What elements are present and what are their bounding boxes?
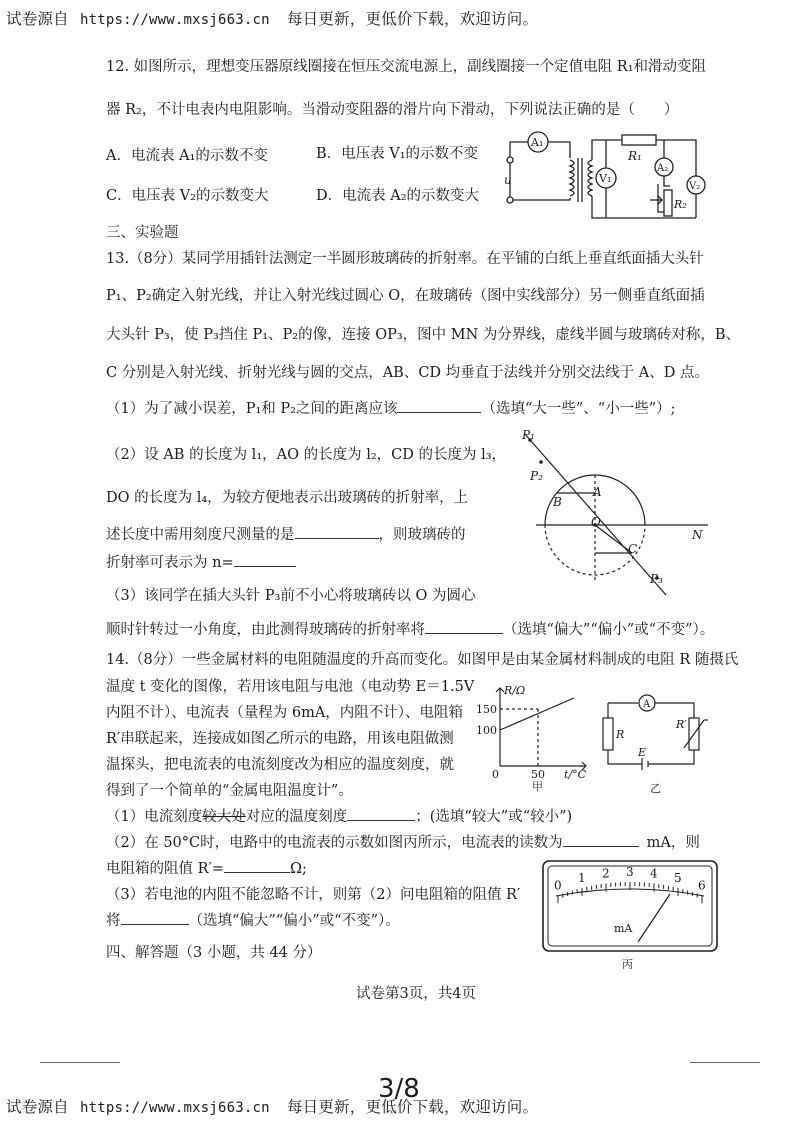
q13-label-o: O: [591, 515, 601, 529]
q14-part2-unit: mA，则: [646, 835, 700, 851]
q14-circuit-caption: 乙: [650, 782, 661, 795]
meter-caption: 丙: [622, 958, 633, 971]
header-bar: [6, 12, 538, 28]
q14-part1-choice: ；(选填“较大”或“较小”): [415, 809, 573, 825]
q12-option-b: B．电压表 V₁的示数不变: [316, 146, 479, 162]
q12-line2: 器 R₂，不计电表内电阻影响。当滑动变阻器的滑片向下滑动，下列说法正确的是（ ）: [106, 102, 679, 118]
q14-graph-xlabel: t/°C: [564, 768, 587, 781]
footer-rule-right: [690, 1062, 760, 1063]
q12-label-r1: R₁: [628, 149, 642, 163]
q12-label-a1: A₁: [531, 136, 544, 149]
q13-part2-blank-lengths[interactable]: [295, 538, 379, 539]
q14-circuit-yi: [598, 688, 714, 796]
q12-label-u: u: [504, 173, 512, 187]
meter-tick-label: 5: [674, 870, 682, 885]
q14-graph-ylabel: R/Ω: [504, 684, 526, 697]
q13-label-p1: P₁: [522, 428, 535, 442]
q12-label-a2: A₂: [657, 163, 669, 174]
q12-label-v2: V₂: [689, 181, 701, 192]
q14-graph-y150: 150: [476, 703, 497, 716]
q13-part3-text: 顺时针转过一小角度，由此测得玻璃砖的折射率将: [106, 622, 425, 638]
q14-part1-blank[interactable]: [347, 820, 415, 821]
q14-line1: 14.（8分）一些金属材料的电阻随温度的升高而变化。如图甲是由某金属材料制成的电阻 R 随摄氏: [106, 652, 739, 668]
r-vs-t-line: [500, 698, 574, 730]
q14-part2-rprime-text: 电阻箱的阻值 R′=: [106, 861, 224, 877]
q13-label-a: A: [593, 485, 602, 499]
q13-part2-line3: [106, 528, 466, 543]
q12-label-v1: V₁: [599, 172, 612, 185]
q13-refraction-figure: [496, 425, 726, 605]
footer-bar: [6, 1100, 538, 1116]
q14-circuit-e: E: [638, 746, 647, 759]
meter-tick-label: 1: [578, 870, 586, 885]
q12-line1: 12. 如图所示，理想变压器原线圈接在恒压交流电源上，副线圈接一个定值电阻 R₁和滑动变阻: [106, 59, 707, 75]
q14-part1: [106, 810, 572, 825]
q14-part3-line2: [106, 914, 400, 929]
meter-tick-label: 4: [650, 866, 658, 881]
header-url[interactable]: https://www.mxsj663.cn: [79, 12, 270, 28]
q13-line1: 13.（8分）某同学用插针法测定一半圆形玻璃砖的折射率。在平铺的白纸上垂直纸面插大头针: [106, 251, 704, 267]
q14-meter-bing: [542, 860, 720, 970]
q12-circuit-figure: [500, 130, 720, 230]
q13-part2-text2: ，则玻璃砖的: [378, 527, 466, 543]
q14-line6: 得到了一个简单的“金属电阻温度计”。: [106, 783, 353, 799]
q13-part3-line1: （3）该同学在插大头针 P₃前不小心将玻璃砖以 O 为圆心: [106, 588, 476, 604]
q14-line3: 内阻不计）、电流表（量程为 6mA，内阻不计）、电阻箱: [106, 705, 464, 721]
q14-part2-blank-current[interactable]: [563, 846, 639, 847]
footer-url[interactable]: https://www.mxsj663.cn: [79, 1100, 270, 1116]
q14-part3-line1: （3）若电池的内阻不能忽略不计，则第（2）问电阻箱的阻值 R′: [106, 887, 521, 903]
q14-line2: 温度 t 变化的图像，若用该电阻与电池（电动势 E＝1.5V: [106, 679, 475, 695]
q14-part2-line2: [106, 862, 307, 877]
q13-line4: C 分别是入射光线、折射光线与圆的交点，AB、CD 均垂直于法线并分别交法线于 A、D 点。: [106, 365, 709, 381]
q14-part1-struck-text: 较大处: [202, 809, 246, 825]
q13-part1-choice: （选填“大一些”、“小一些”）;: [481, 401, 676, 417]
page-number-text: 试卷第3页，共4页: [356, 986, 476, 1002]
q13-part2-text: 述长度中需用刻度尺测量的是: [106, 527, 295, 543]
meter-needle: [638, 894, 670, 942]
q14-graph-y100: 100: [476, 724, 497, 737]
q13-label-c: C: [628, 542, 638, 556]
q14-part3-text: 将: [106, 913, 121, 929]
header-slogan: 每日更新，更低价下载，欢迎访问。: [286, 10, 539, 28]
q13-part2-formula-text: 折射率可表示为 n=: [106, 555, 234, 571]
q14-part2-line1: [106, 836, 700, 851]
q12-option-c: C．电压表 V₂的示数变大: [106, 188, 269, 204]
q14-graph-origin: 0: [492, 768, 499, 781]
q13-part2-line4: [106, 556, 296, 571]
q13-label-p3: P₃: [650, 572, 663, 586]
q13-line3: 大头针 P₃，使 P₃挡住 P₁、P₂的像，连接 OP₃，图中 MN 为分界线，虚线半圆与玻璃砖对称，B、: [106, 327, 741, 343]
q13-label-n: N: [692, 528, 703, 542]
footer-rule-left: [40, 1062, 120, 1063]
q14-part1-text2: 对应的温度刻度: [245, 809, 348, 825]
footer-slogan: 每日更新，更低价下载，欢迎访问。: [286, 1098, 539, 1116]
q13-part3-blank[interactable]: [425, 633, 503, 634]
q14-graph-jia: [474, 680, 594, 792]
q12-option-a: A．电流表 A₁的示数不变: [106, 148, 268, 164]
q13-label-b: B: [553, 495, 562, 509]
meter-tick-label: 6: [698, 878, 706, 893]
q13-part2-line2: DO 的长度为 l₄，为较方便地表示出玻璃砖的折射率，上: [106, 490, 469, 506]
q12-label-r2: R₂: [674, 198, 687, 211]
meter-tick-label: 0: [554, 878, 562, 893]
q14-part3-choice: （选填“偏大”“偏小”或“不变”）。: [188, 913, 400, 929]
q14-line5: 温探头，把电流表的电流刻度改为相应的温度刻度，就: [106, 757, 454, 773]
q13-part1-text: （1）为了减小误差，P₁和 P₂之间的距离应该: [106, 401, 398, 417]
meter-tick-label: 3: [626, 865, 634, 879]
q13-label-p2: P₂: [530, 469, 543, 483]
q14-part1-text: （1）电流刻度: [106, 809, 203, 825]
page-counter: 3/8: [378, 1074, 420, 1104]
q14-part2-text: （2）在 50°C时，电路中的电流表的示数如图丙所示，电流表的读数为: [106, 835, 563, 851]
q13-part3-line2: [106, 623, 714, 638]
q14-part3-blank[interactable]: [121, 924, 189, 925]
q13-part3-choice: （选填“偏大”“偏小”或“不变”）。: [503, 622, 715, 638]
q13-part1: [106, 402, 676, 417]
header-source: 试卷源自: [6, 10, 69, 28]
q13-part2-line1: （2）设 AB 的长度为 l₁，AO 的长度为 l₂，CD 的长度为 l₃，: [106, 447, 507, 463]
q14-part2-blank-resistance[interactable]: [224, 872, 290, 873]
q12-option-d: D．电流表 A₂的示数变大: [316, 188, 480, 204]
section-4-heading: 四、解答题（3 小题，共 44 分）: [106, 945, 322, 961]
section-3-heading: 三、实验题: [106, 225, 179, 241]
q14-graph-caption: 甲: [532, 780, 543, 793]
q13-part2-blank-n[interactable]: [234, 566, 296, 567]
q13-part1-blank[interactable]: [397, 412, 481, 413]
q14-graph-x50: 50: [531, 768, 545, 781]
q14-circuit-rprime: R′: [676, 718, 687, 731]
footer-source: 试卷源自: [6, 1098, 69, 1116]
meter-tick-label: 2: [602, 866, 610, 881]
q14-circuit-r: R: [616, 728, 625, 741]
q14-circuit-ammeter: A: [643, 699, 651, 710]
meter-unit: mA: [614, 922, 633, 935]
q13-line2: P₁、P₂确定入射光线，并让入射光线过圆心 O，在玻璃砖（图中实线部分）另一侧垂直纸面插: [106, 288, 705, 304]
q14-part2-ohm: Ω;: [289, 861, 307, 877]
q14-line4: R′串联起来，连接成如图乙所示的电路，用该电阻做测: [106, 731, 454, 747]
